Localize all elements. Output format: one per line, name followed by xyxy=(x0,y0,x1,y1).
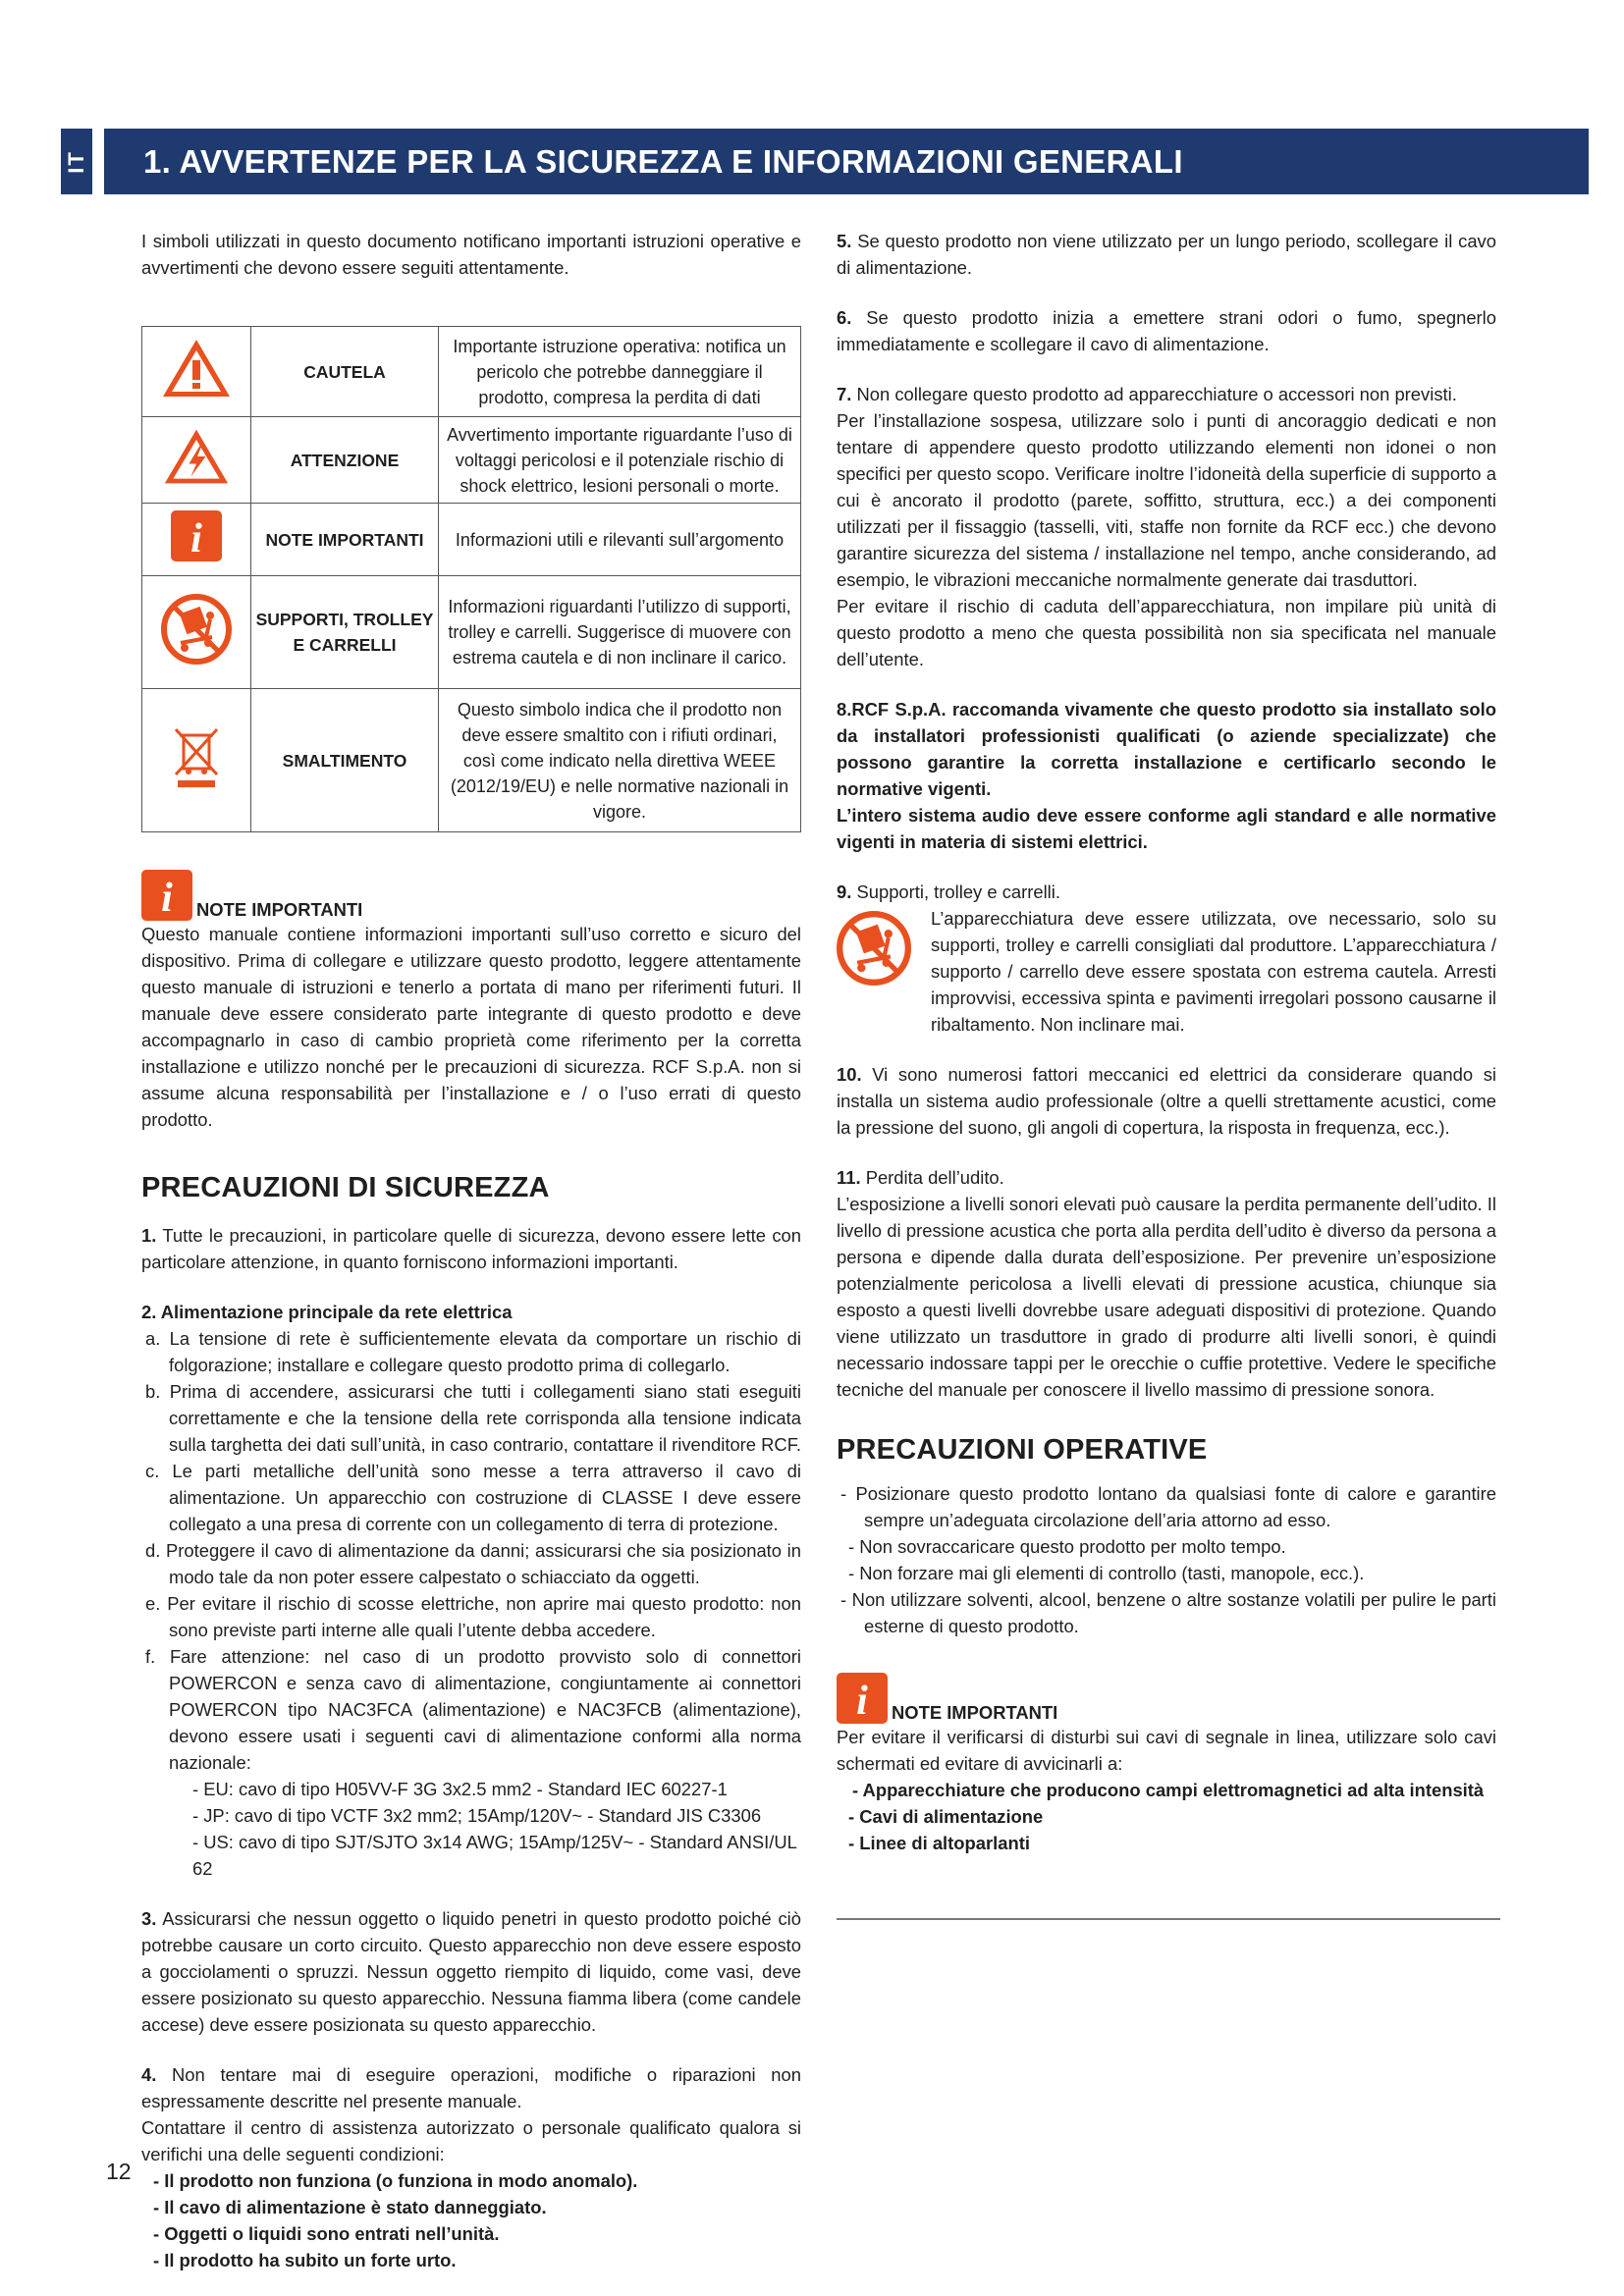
symbol-row xyxy=(142,689,801,832)
svg-text:i: i xyxy=(856,1679,868,1724)
note-title: NOTE IMPORTANTI xyxy=(892,1702,1058,1723)
symbol-desc: Informazioni utili e rilevanti sull’argomento xyxy=(439,504,801,576)
safety-p4b: Contattare il centro di assistenza autorizzato o personale qualificato qualora si verifichi una delle seguenti condizioni: xyxy=(141,2117,801,2164)
note-text: Per evitare il verificarsi di disturbi sui cavi di segnale in linea, utilizzare solo cavi schermati ed evitare di avvicinarli a: xyxy=(837,1727,1496,1774)
page-number: 12 xyxy=(106,2159,132,2184)
symbol-row xyxy=(142,504,801,576)
operative-heading: PRECAUZIONI OPERATIVE xyxy=(837,1434,1208,1466)
interference-item: - Apparecchiature che producono campi elettromagnetici ad alta intensità xyxy=(852,1780,1485,1800)
safety-heading: PRECAUZIONI DI SICUREZZA xyxy=(141,1172,550,1203)
condition-item: - Il prodotto ha subito un forte urto. xyxy=(153,2250,457,2270)
symbol-label: CAUTELA xyxy=(251,327,439,417)
symbol-desc: Avvertimento importante riguardante l’uso di voltaggi pericolosi e il potenziale rischio di shock elettrico, lesioni personali o morte. xyxy=(439,417,801,504)
right-column xyxy=(837,228,1496,1856)
cable-item: - JP: cavo di tipo VCTF 3x2 mm2; 15Amp/120V~ - Standard JIS C3306 xyxy=(192,1805,762,1826)
info-icon xyxy=(141,870,192,921)
safety-p3: 3. Assicurarsi che nessun oggetto o liquido penetri in questo prodotto poiché ciò potrebbe causare un corto circuito. Questo apparecchio non deve essere esposto a gocciolamenti o spruzzi. Nessun oggetto riempito di liquido, come vasi, deve essere posizionato su questo apparecchio. Nessuna fiamma libera (come candele accese) deve essere posizionata su questo apparecchio. xyxy=(141,1908,801,2035)
operative-item: - Non sovraccaricare questo prodotto per molto tempo. xyxy=(848,1536,1286,1557)
safety-p7b: Per l’installazione sospesa, utilizzare solo i punti di ancoraggio dedicati e non tentare di appendere questo prodotto utilizzando elementi non idonei o non specifici per questo scopo. Verificare inoltre l’idoneità della superficie di supporto a cui è ancorato il prodotto (parete, soffitto, struttura, ecc.) a dei componenti utilizzati per il fissaggio (tasselli, viti, staffe non fornite da RCF ecc.) che devono garantire sicurezza del sistema / installazione nel tempo, anche considerando, ad esempio, le vibrazioni meccaniche normalmente generate dai trasduttori. xyxy=(837,410,1496,590)
info-icon xyxy=(837,1673,888,1724)
safety-p7a: 7. Non collegare questo prodotto ad apparecchiature o accessori non previsti. xyxy=(837,384,1457,404)
condition-item: - Il prodotto non funziona (o funziona in modo anomalo). xyxy=(153,2170,638,2191)
safety-p5: 5. Se questo prodotto non viene utilizzato per un lungo periodo, scollegare il cavo di alimentazione. xyxy=(837,231,1496,278)
trolley-warning-icon xyxy=(837,911,911,986)
interference-item: - Cavi di alimentazione xyxy=(848,1806,1044,1827)
symbol-label: SUPPORTI, TROLLEY E CARRELLI xyxy=(251,576,439,689)
safety-p11-title: 11. Perdita dell’udito. xyxy=(837,1167,1004,1188)
symbol-label: NOTE IMPORTANTI xyxy=(251,504,439,576)
power-item: f. Fare attenzione: nel caso di un prodotto provvisto solo di connettori POWERCON e senza cavo di alimentazione, congiuntamente ai connettori POWERCON tipo NAC3FCA (alimentazione) e NAC3FCB (alimentazione), devono essere usati i seguenti cavi di alimentazione conformi alla norma nazionale: xyxy=(145,1646,801,1773)
high-voltage-triangle-icon xyxy=(163,426,230,487)
power-item: e. Per evitare il rischio di scosse elettriche, non aprire mai questo prodotto: non sono previste parti interne alle quali l’utente debba accedere. xyxy=(145,1593,801,1640)
page-title: 1. AVVERTENZE PER LA SICUREZZA E INFORMAZIONI GENERALI xyxy=(143,143,1183,180)
title-bar xyxy=(104,129,1589,194)
section-divider xyxy=(837,1918,1500,1920)
power-item: b. Prima di accendere, assicurarsi che tutti i collegamenti siano stati eseguiti correttamente e che la tensione della rete corrisponda alla tensione indicata sulla targhetta dei dati sull’unità, in caso contrario, contattare il rivenditore RCF. xyxy=(145,1381,801,1455)
condition-item: - Oggetti o liquidi sono entrati nell’unità. xyxy=(153,2223,500,2244)
svg-text:i: i xyxy=(190,516,202,561)
symbol-desc: Informazioni riguardanti l’utilizzo di supporti, trolley e carrelli. Suggerisce di muovere con estrema cautela e di non inclinare il carico. xyxy=(439,576,801,689)
safety-p8a: 8.RCF S.p.A. raccomanda vivamente che questo prodotto sia installato solo da installatori professionisti qualificati (o aziende specializzate) che possono garantire la corretta installazione e certificarlo secondo le normative vigenti. xyxy=(837,699,1496,799)
safety-p6: 6. Se questo prodotto inizia a emettere strani odori o fumo, spegnerlo immediatamente e scollegare il cavo di alimentazione. xyxy=(837,307,1496,354)
safety-p9-title: 9. Supporti, trolley e carrelli. xyxy=(837,881,1060,902)
safety-p9: L’apparecchiatura deve essere utilizzata, ove necessario, solo su supporti, trolley e carrelli consigliati dal produttore. L’apparecchiatura / supporto / carrello deve essere spostata con estrema cautela. Arresti improvvisi, eccessiva spinta e pavimenti irregolari possono causarne il ribaltamento. Non inclinare mai. xyxy=(931,908,1496,1035)
note-text: Questo manuale contiene informazioni importanti sull’uso corretto e sicuro del dispositivo. Prima di collegare e utilizzare questo prodotto, leggere attentamente questo manuale di istruzioni e tenerlo a portata di mano per riferimenti futuri. Il manuale deve essere considerato parte integrante di questo prodotto e deve accompagnarlo in caso di cambio proprietà come riferimento per la corretta installazione e utilizzo nonché per le precauzioni di sicurezza. RCF S.p.A. non si assume alcuna responsabilità per l’installazione e / o l’uso errati di questo prodotto. xyxy=(141,924,801,1130)
left-column xyxy=(141,228,801,2273)
safety-p1: 1. Tutte le precauzioni, in particolare quelle di sicurezza, devono essere lette con particolare attenzione, in quanto forniscono informazioni importanti. xyxy=(141,1225,801,1272)
note-header xyxy=(141,870,801,921)
symbol-row xyxy=(142,576,801,689)
svg-text:i: i xyxy=(161,876,173,921)
condition-item: - Il cavo di alimentazione è stato danneggiato. xyxy=(153,2197,547,2217)
cable-item: - US: cavo di tipo SJT/SJTO 3x14 AWG; 15Amp/125V~ - Standard ANSI/UL 62 xyxy=(192,1832,797,1879)
caution-triangle-icon xyxy=(161,337,232,400)
symbol-row xyxy=(142,417,801,504)
power-item: c. Le parti metalliche dell’unità sono messe a terra attraverso il cavo di alimentazione. Un apparecchio con costruzione di CLASSE I deve essere collegato a una presa di corrente con un collegamento di terra di protezione. xyxy=(145,1461,801,1534)
symbol-desc: Importante istruzione operativa: notifica un pericolo che potrebbe danneggiare il prodotto, compresa la perdita di dati xyxy=(439,327,801,417)
symbol-label: SMALTIMENTO xyxy=(251,689,439,832)
safety-p7c: Per evitare il rischio di caduta dell’apparecchiatura, non impilare più unità di questo prodotto a meno che questa possibilità non sia specificata nel manuale dell’utente. xyxy=(837,596,1496,669)
safety-p4a: 4. Non tentare mai di eseguire operazioni, modifiche o riparazioni non espressamente descritte nel presente manuale. xyxy=(141,2064,801,2111)
trolley-block xyxy=(837,905,1496,1038)
power-heading: 2. Alimentazione principale da rete elettrica xyxy=(141,1302,513,1322)
symbol-desc: Questo simbolo indica che il prodotto non deve essere smaltito con i rifiuti ordinari, così come indicato nella direttiva WEEE (2012/19/EU) e nelle normative nazionali in vigore. xyxy=(439,689,801,832)
operative-item: - Non forzare mai gli elementi di controllo (tasti, manopole, ecc.). xyxy=(848,1563,1365,1583)
note-header xyxy=(837,1673,1496,1724)
intro-text: I simboli utilizzati in questo documento notificano importanti istruzioni operative e avvertimenti che devono essere seguiti attentamente. xyxy=(141,231,801,278)
interference-item: - Linee di altoparlanti xyxy=(848,1833,1030,1853)
power-item: a. La tensione di rete è sufficientemente elevata da comportare un rischio di folgorazione; installare e collegare questo prodotto prima di collegarlo. xyxy=(145,1328,801,1375)
cable-item: - EU: cavo di tipo H05VV-F 3G 3x2.5 mm2 - Standard IEC 60227-1 xyxy=(192,1779,728,1799)
safety-p11: L’esposizione a livelli sonori elevati può causare la perdita permanente dell’udito. Il livello di pressione acustica che porta alla perdita dell’udito è diverso da persona a persona e dipende dalla durata dell’esposizione. Per prevenire un’esposizione potenzialmente pericolosa a livelli elevati di pressione acustica, chiunque sia esposto a questi livelli dovrebbe usare adeguati dispositivi di protezione. Quando viene utilizzato un trasduttore in grado di produrre alti livelli sonori, è quindi necessario indossare tappi per le orecchie o cuffie protettive. Vedere le specifiche tecniche del manuale per conoscere il livello massimo di pressione sonora. xyxy=(837,1194,1496,1400)
note-title: NOTE IMPORTANTI xyxy=(196,899,363,920)
info-icon xyxy=(171,510,222,561)
symbol-label: ATTENZIONE xyxy=(251,417,439,504)
language-tab: IT xyxy=(61,129,92,194)
symbol-row xyxy=(142,327,801,417)
operative-item: - Posizionare questo prodotto lontano da qualsiasi fonte di calore e garantire sempre un’adeguata circolazione dell’aria attorno ad esso. xyxy=(840,1483,1496,1530)
operative-item: - Non utilizzare solventi, alcool, benzene o altre sostanze volatili per pulire le parti esterne di questo prodotto. xyxy=(840,1589,1496,1636)
power-item: d. Proteggere il cavo di alimentazione da danni; assicurarsi che sia posizionato in modo tale da non poter essere calpestato o schiacciato da oggetti. xyxy=(145,1540,801,1587)
safety-p8b: L’intero sistema audio deve essere conforme agli standard e alle normative vigenti in materia di sistemi elettrici. xyxy=(837,805,1496,852)
safety-p10: 10. Vi sono numerosi fattori meccanici ed elettrici da considerare quando si installa un sistema audio professionale (oltre a quelli strettamente acustici, come la pressione del suono, gli angoli di copertura, la risposta in frequenza, ecc.). xyxy=(837,1064,1496,1138)
symbols-table xyxy=(141,326,801,832)
weee-bin-icon xyxy=(172,725,221,788)
trolley-warning-icon xyxy=(161,594,232,665)
